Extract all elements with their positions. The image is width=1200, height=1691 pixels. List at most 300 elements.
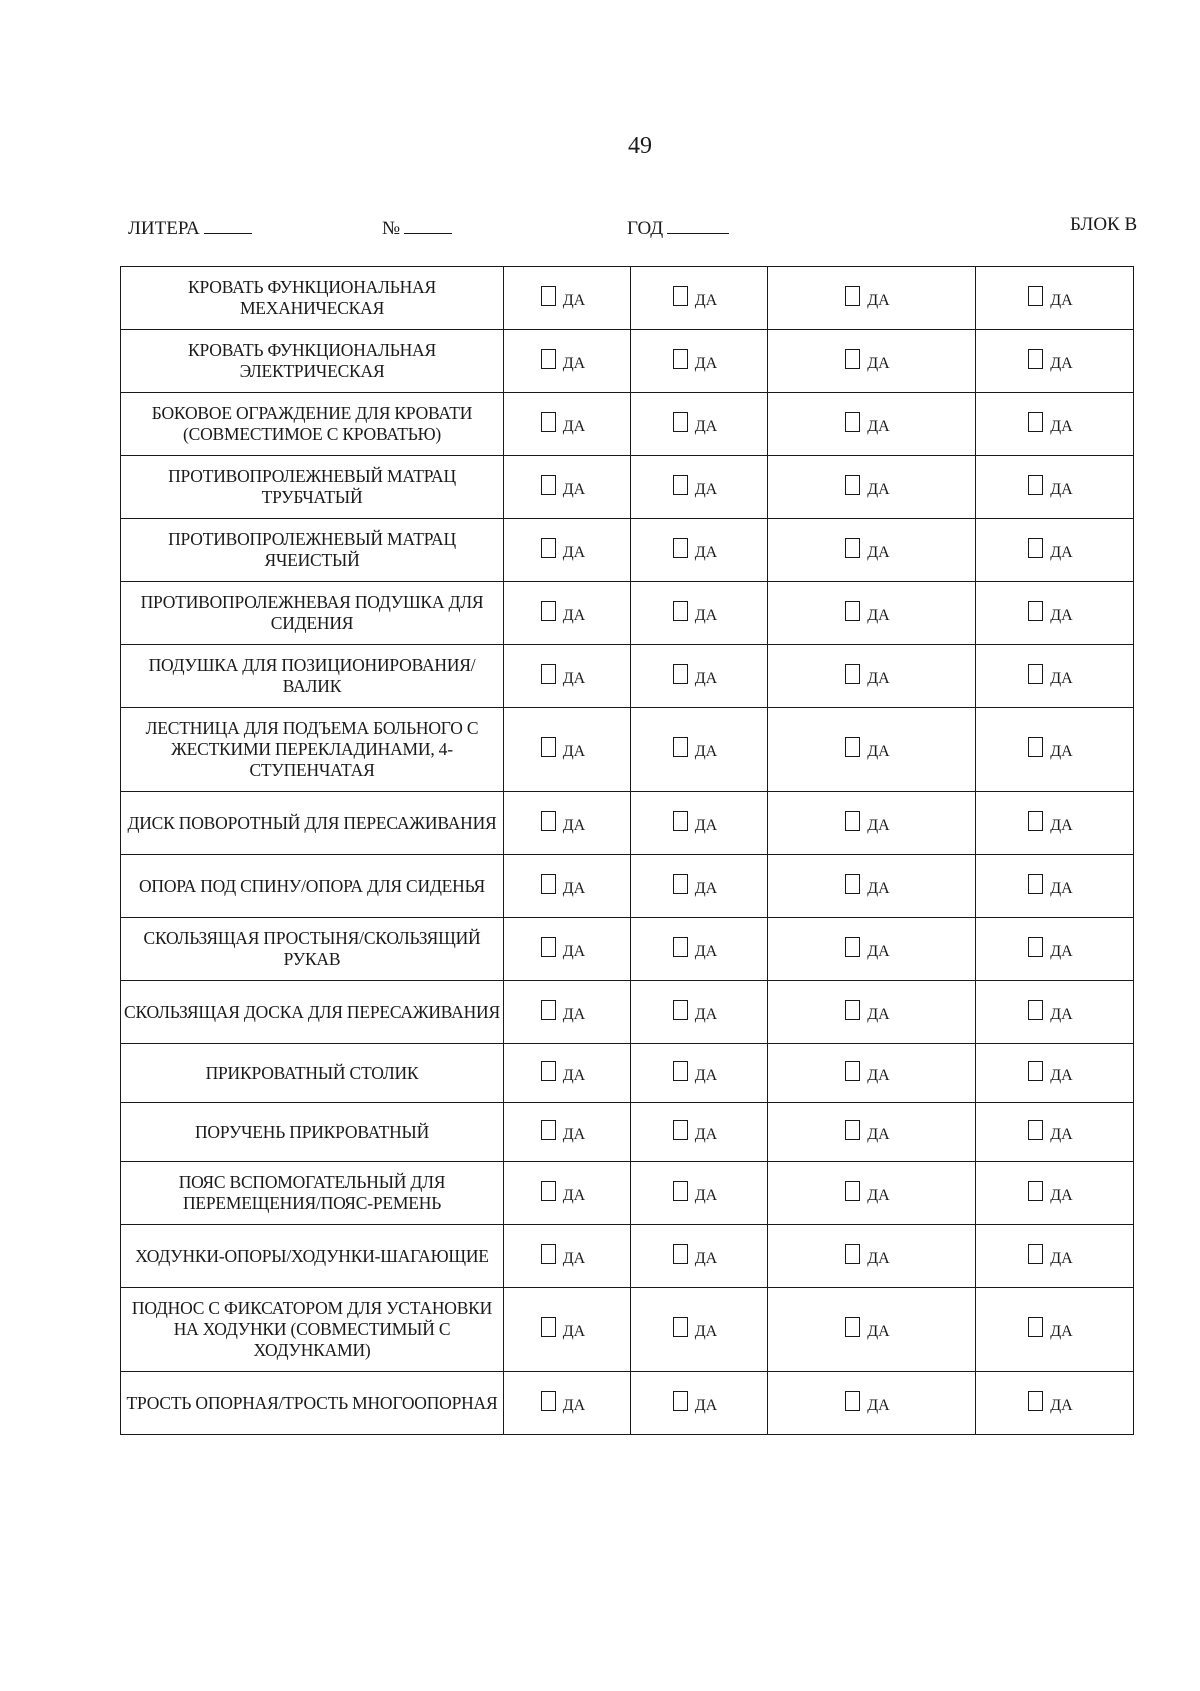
yes-checkbox[interactable] xyxy=(673,601,718,624)
table-row xyxy=(121,855,1134,918)
checkbox-icon[interactable] xyxy=(845,349,860,369)
checkbox-label: ДА xyxy=(1050,1125,1073,1143)
checkbox-label: ДА xyxy=(867,354,890,372)
check-cell xyxy=(976,267,1134,330)
number-label: № xyxy=(382,218,401,239)
checkbox-icon[interactable] xyxy=(845,811,860,831)
checkbox-icon[interactable] xyxy=(541,286,556,306)
checkbox-icon[interactable] xyxy=(1028,538,1043,558)
equipment-table xyxy=(120,266,1134,1435)
check-cell xyxy=(504,918,631,981)
check-cell xyxy=(976,1162,1134,1225)
yes-checkbox[interactable] xyxy=(845,811,890,834)
yes-checkbox[interactable] xyxy=(541,664,586,687)
yes-checkbox[interactable] xyxy=(845,874,890,897)
check-cell xyxy=(631,519,768,582)
yes-checkbox[interactable] xyxy=(673,1120,718,1143)
checkbox-label: ДА xyxy=(867,1249,890,1267)
yes-checkbox[interactable] xyxy=(541,286,586,309)
checkbox-label: ДА xyxy=(694,1186,718,1204)
item-label: СКОЛЬЗЯЩАЯ ПРОСТЫНЯ/СКОЛЬЗЯЩИЙ РУКАВ xyxy=(121,918,504,981)
checkbox-label: ДА xyxy=(694,1125,718,1143)
check-cell xyxy=(631,855,768,918)
checkbox-icon[interactable] xyxy=(673,286,688,306)
checkbox-label: ДА xyxy=(562,417,586,435)
item-label: ПОЯС ВСПОМОГАТЕЛЬНЫЙ ДЛЯ ПЕРЕМЕЩЕНИЯ/ПОЯС-РЕМЕНЬ xyxy=(121,1162,504,1225)
table-row xyxy=(121,1372,1134,1435)
check-cell xyxy=(768,792,976,855)
table-row xyxy=(121,918,1134,981)
checkbox-icon[interactable] xyxy=(673,601,688,621)
checkbox-icon[interactable] xyxy=(541,1000,556,1020)
checkbox-label: ДА xyxy=(1050,354,1073,372)
check-cell xyxy=(504,1162,631,1225)
yes-checkbox[interactable] xyxy=(1028,737,1073,760)
checkbox-icon[interactable] xyxy=(673,1000,688,1020)
checkbox-label: ДА xyxy=(562,1186,586,1204)
checkbox-icon[interactable] xyxy=(541,1061,556,1081)
yes-checkbox[interactable] xyxy=(541,412,586,435)
checkbox-icon[interactable] xyxy=(845,475,860,495)
checkbox-icon[interactable] xyxy=(541,1181,556,1201)
check-cell xyxy=(768,1372,976,1435)
yes-checkbox[interactable] xyxy=(845,1391,890,1414)
number-field xyxy=(382,214,452,240)
checkbox-icon[interactable] xyxy=(1028,811,1043,831)
table-row xyxy=(121,708,1134,792)
check-cell xyxy=(504,267,631,330)
checkbox-label: ДА xyxy=(867,942,890,960)
checkbox-label: ДА xyxy=(1050,417,1073,435)
yes-checkbox[interactable] xyxy=(1028,811,1073,834)
yes-checkbox[interactable] xyxy=(845,664,890,687)
checkbox-label: ДА xyxy=(694,1323,718,1340)
checkbox-icon[interactable] xyxy=(673,538,688,558)
yes-checkbox[interactable] xyxy=(845,1181,890,1204)
yes-checkbox[interactable] xyxy=(1028,412,1073,435)
check-cell xyxy=(631,582,768,645)
checkbox-icon[interactable] xyxy=(845,286,860,306)
check-cell xyxy=(768,981,976,1044)
checkbox-label: ДА xyxy=(562,480,586,498)
yes-checkbox[interactable] xyxy=(541,1000,586,1023)
check-cell xyxy=(631,645,768,708)
checkbox-label: ДА xyxy=(867,1186,890,1204)
table-row xyxy=(121,1044,1134,1103)
checkbox-label: ДА xyxy=(1050,1249,1073,1267)
check-cell xyxy=(504,1372,631,1435)
checkbox-label: ДА xyxy=(694,942,718,960)
equipment-table-body xyxy=(121,267,1134,1435)
checkbox-label: ДА xyxy=(562,816,586,834)
check-cell xyxy=(504,1288,631,1372)
yes-checkbox[interactable] xyxy=(541,811,586,834)
checkbox-label: ДА xyxy=(1050,1186,1073,1204)
item-label: КРОВАТЬ ФУНКЦИОНАЛЬНАЯ МЕХАНИЧЕСКАЯ xyxy=(121,267,504,330)
checkbox-label: ДА xyxy=(562,1396,586,1414)
yes-checkbox[interactable] xyxy=(673,737,718,760)
yes-checkbox[interactable] xyxy=(673,937,718,960)
check-cell xyxy=(976,792,1134,855)
check-cell xyxy=(976,519,1134,582)
checkbox-label: ДА xyxy=(1050,743,1073,760)
checkbox-icon[interactable] xyxy=(541,412,556,432)
checkbox-label: ДА xyxy=(867,417,890,435)
checkbox-label: ДА xyxy=(562,743,586,760)
yes-checkbox[interactable] xyxy=(1028,1244,1073,1267)
checkbox-label: ДА xyxy=(694,743,718,760)
yes-checkbox[interactable] xyxy=(673,874,718,897)
yes-checkbox[interactable] xyxy=(845,412,890,435)
checkbox-icon[interactable] xyxy=(673,1181,688,1201)
checkbox-label: ДА xyxy=(1050,669,1073,687)
yes-checkbox[interactable] xyxy=(673,1391,718,1414)
checkbox-label: ДА xyxy=(867,480,890,498)
checkbox-label: ДА xyxy=(562,942,586,960)
checkbox-label: ДА xyxy=(562,669,586,687)
yes-checkbox[interactable] xyxy=(1028,538,1073,561)
item-label: ХОДУНКИ-ОПОРЫ/ХОДУНКИ-ШАГАЮЩИЕ xyxy=(121,1225,504,1288)
checkbox-icon[interactable] xyxy=(845,1120,860,1140)
yes-checkbox[interactable] xyxy=(541,1061,586,1084)
check-cell xyxy=(631,1044,768,1103)
check-cell xyxy=(631,393,768,456)
checkbox-icon[interactable] xyxy=(845,1391,860,1411)
checkbox-icon[interactable] xyxy=(1028,1000,1043,1020)
item-label: КРОВАТЬ ФУНКЦИОНАЛЬНАЯ ЭЛЕКТРИЧЕСКАЯ xyxy=(121,330,504,393)
yes-checkbox[interactable] xyxy=(1028,664,1073,687)
yes-checkbox[interactable] xyxy=(845,538,890,561)
checkbox-label: ДА xyxy=(867,1125,890,1143)
check-cell xyxy=(504,456,631,519)
checkbox-icon[interactable] xyxy=(845,1061,860,1081)
checkbox-label: ДА xyxy=(867,669,890,687)
checkbox-icon[interactable] xyxy=(1028,349,1043,369)
checkbox-label: ДА xyxy=(1050,480,1073,498)
checkbox-icon[interactable] xyxy=(673,664,688,684)
yes-checkbox[interactable] xyxy=(673,664,718,687)
check-cell xyxy=(504,855,631,918)
check-cell xyxy=(768,855,976,918)
checkbox-icon[interactable] xyxy=(541,1120,556,1140)
yes-checkbox[interactable] xyxy=(541,737,586,760)
yes-checkbox[interactable] xyxy=(541,538,586,561)
yes-checkbox[interactable] xyxy=(1028,1391,1073,1414)
checkbox-icon[interactable] xyxy=(1028,286,1043,306)
item-label: ТРОСТЬ ОПОРНАЯ/ТРОСТЬ МНОГООПОРНАЯ xyxy=(121,1372,504,1435)
checkbox-icon[interactable] xyxy=(541,811,556,831)
table-row xyxy=(121,582,1134,645)
yes-checkbox[interactable] xyxy=(673,286,718,309)
yes-checkbox[interactable] xyxy=(673,412,718,435)
yes-checkbox[interactable] xyxy=(845,1244,890,1267)
yes-checkbox[interactable] xyxy=(1028,475,1073,498)
item-label: ПОДУШКА ДЛЯ ПОЗИЦИОНИРОВАНИЯ/ВАЛИК xyxy=(121,645,504,708)
checkbox-icon[interactable] xyxy=(673,811,688,831)
checkbox-label: ДА xyxy=(867,1066,890,1084)
checkbox-label: ДА xyxy=(694,291,718,309)
checkbox-label: ДА xyxy=(694,417,718,435)
check-cell xyxy=(504,393,631,456)
check-cell xyxy=(976,1225,1134,1288)
checkbox-icon[interactable] xyxy=(673,349,688,369)
yes-checkbox[interactable] xyxy=(541,475,586,498)
yes-checkbox[interactable] xyxy=(541,1120,586,1143)
yes-checkbox[interactable] xyxy=(845,1120,890,1143)
yes-checkbox[interactable] xyxy=(845,1061,890,1084)
checkbox-label: ДА xyxy=(1050,816,1073,834)
checkbox-icon[interactable] xyxy=(1028,664,1043,684)
checkbox-icon[interactable] xyxy=(845,1244,860,1264)
check-cell xyxy=(631,1372,768,1435)
table-row xyxy=(121,456,1134,519)
yes-checkbox[interactable] xyxy=(845,1317,890,1340)
yes-checkbox[interactable] xyxy=(1028,1317,1073,1340)
yes-checkbox[interactable] xyxy=(673,811,718,834)
checkbox-label: ДА xyxy=(562,1323,586,1340)
litera-label: ЛИТЕРА xyxy=(128,218,200,239)
check-cell xyxy=(631,1162,768,1225)
checkbox-icon[interactable] xyxy=(541,1391,556,1411)
check-cell xyxy=(504,645,631,708)
check-cell xyxy=(504,1044,631,1103)
checkbox-icon[interactable] xyxy=(1028,937,1043,957)
block-label: БЛОК В xyxy=(1070,214,1138,235)
yes-checkbox[interactable] xyxy=(541,1244,586,1267)
checkbox-icon[interactable] xyxy=(845,737,860,757)
check-cell xyxy=(976,855,1134,918)
checkbox-icon[interactable] xyxy=(541,1317,556,1337)
yes-checkbox[interactable] xyxy=(673,538,718,561)
check-cell xyxy=(631,1225,768,1288)
checkbox-icon[interactable] xyxy=(541,874,556,894)
yes-checkbox[interactable] xyxy=(1028,937,1073,960)
page-number: 49 xyxy=(628,133,652,159)
item-label: ПОРУЧЕНЬ ПРИКРОВАТНЫЙ xyxy=(121,1103,504,1162)
check-cell xyxy=(631,708,768,792)
checkbox-label: ДА xyxy=(694,1066,718,1084)
checkbox-icon[interactable] xyxy=(1028,1317,1043,1337)
check-cell xyxy=(976,1372,1134,1435)
checkbox-icon[interactable] xyxy=(673,874,688,894)
yes-checkbox[interactable] xyxy=(845,937,890,960)
checkbox-icon[interactable] xyxy=(1028,601,1043,621)
litera-input-line[interactable] xyxy=(204,214,252,234)
yes-checkbox[interactable] xyxy=(673,1181,718,1204)
check-cell xyxy=(504,582,631,645)
checkbox-icon[interactable] xyxy=(673,1317,688,1337)
checkbox-icon[interactable] xyxy=(541,475,556,495)
item-label: ДИСК ПОВОРОТНЫЙ ДЛЯ ПЕРЕСАЖИВАНИЯ xyxy=(121,792,504,855)
check-cell xyxy=(976,330,1134,393)
yes-checkbox[interactable] xyxy=(1028,601,1073,624)
yes-checkbox[interactable] xyxy=(673,349,718,372)
check-cell xyxy=(631,456,768,519)
check-cell xyxy=(976,1288,1134,1372)
checkbox-label: ДА xyxy=(1050,291,1073,309)
check-cell xyxy=(631,330,768,393)
yes-checkbox[interactable] xyxy=(541,601,586,624)
checkbox-icon[interactable] xyxy=(1028,412,1043,432)
checkbox-icon[interactable] xyxy=(541,664,556,684)
yes-checkbox[interactable] xyxy=(845,1000,890,1023)
yes-checkbox[interactable] xyxy=(1028,349,1073,372)
number-input-line[interactable] xyxy=(404,214,452,234)
check-cell xyxy=(768,1103,976,1162)
checkbox-icon[interactable] xyxy=(673,1244,688,1264)
checkbox-label: ДА xyxy=(867,743,890,760)
checkbox-label: ДА xyxy=(867,1005,890,1023)
checkbox-label: ДА xyxy=(562,1125,586,1143)
check-cell xyxy=(976,456,1134,519)
yes-checkbox[interactable] xyxy=(845,737,890,760)
checkbox-icon[interactable] xyxy=(541,601,556,621)
table-row xyxy=(121,1162,1134,1225)
check-cell xyxy=(504,1225,631,1288)
check-cell xyxy=(976,918,1134,981)
item-label: ПРОТИВОПРОЛЕЖНЕВАЯ ПОДУШКА ДЛЯ СИДЕНИЯ xyxy=(121,582,504,645)
yes-checkbox[interactable] xyxy=(845,286,890,309)
checkbox-label: ДА xyxy=(694,354,718,372)
check-cell xyxy=(768,456,976,519)
check-cell xyxy=(976,981,1134,1044)
checkbox-label: ДА xyxy=(867,1396,890,1414)
check-cell xyxy=(976,708,1134,792)
checkbox-label: ДА xyxy=(867,816,890,834)
yes-checkbox[interactable] xyxy=(673,1317,718,1340)
item-label: СКОЛЬЗЯЩАЯ ДОСКА ДЛЯ ПЕРЕСАЖИВАНИЯ xyxy=(121,981,504,1044)
checkbox-icon[interactable] xyxy=(673,475,688,495)
check-cell xyxy=(631,981,768,1044)
check-cell xyxy=(768,519,976,582)
checkbox-icon[interactable] xyxy=(845,538,860,558)
checkbox-label: ДА xyxy=(562,606,586,624)
checkbox-icon[interactable] xyxy=(845,1317,860,1337)
checkbox-icon[interactable] xyxy=(541,1244,556,1264)
checkbox-icon[interactable] xyxy=(541,349,556,369)
yes-checkbox[interactable] xyxy=(845,475,890,498)
checkbox-icon[interactable] xyxy=(1028,874,1043,894)
checkbox-icon[interactable] xyxy=(1028,475,1043,495)
checkbox-icon[interactable] xyxy=(1028,1181,1043,1201)
check-cell xyxy=(504,708,631,792)
yes-checkbox[interactable] xyxy=(673,1000,718,1023)
year-field xyxy=(627,214,729,240)
checkbox-icon[interactable] xyxy=(541,737,556,757)
checkbox-label: ДА xyxy=(867,291,890,309)
yes-checkbox[interactable] xyxy=(1028,874,1073,897)
checkbox-icon[interactable] xyxy=(845,664,860,684)
checkbox-label: ДА xyxy=(694,1005,718,1023)
yes-checkbox[interactable] xyxy=(541,1391,586,1414)
check-cell xyxy=(631,918,768,981)
checkbox-icon[interactable] xyxy=(673,412,688,432)
checkbox-label: ДА xyxy=(867,543,890,561)
yes-checkbox[interactable] xyxy=(845,349,890,372)
checkbox-icon[interactable] xyxy=(845,1181,860,1201)
checkbox-label: ДА xyxy=(1050,1396,1073,1414)
yes-checkbox[interactable] xyxy=(541,937,586,960)
table-row xyxy=(121,1225,1134,1288)
checkbox-icon[interactable] xyxy=(541,538,556,558)
yes-checkbox[interactable] xyxy=(541,874,586,897)
checkbox-icon[interactable] xyxy=(845,1000,860,1020)
checkbox-icon[interactable] xyxy=(1028,737,1043,757)
item-label: БОКОВОЕ ОГРАЖДЕНИЕ ДЛЯ КРОВАТИ (СОВМЕСТИМОЕ С КРОВАТЬЮ) xyxy=(121,393,504,456)
item-label: ЛЕСТНИЦА ДЛЯ ПОДЪЕМА БОЛЬНОГО С ЖЕСТКИМИ ПЕРЕКЛАДИНАМИ, 4-СТУПЕНЧАТАЯ xyxy=(121,708,504,792)
checkbox-label: ДА xyxy=(1050,1066,1073,1084)
checkbox-icon[interactable] xyxy=(1028,1120,1043,1140)
year-input-line[interactable] xyxy=(667,214,729,234)
yes-checkbox[interactable] xyxy=(541,349,586,372)
yes-checkbox[interactable] xyxy=(1028,1120,1073,1143)
yes-checkbox[interactable] xyxy=(1028,1000,1073,1023)
checkbox-label: ДА xyxy=(694,543,718,561)
checkbox-label: ДА xyxy=(562,1005,586,1023)
checkbox-icon[interactable] xyxy=(673,1391,688,1411)
checkbox-label: ДА xyxy=(867,879,890,897)
check-cell xyxy=(768,267,976,330)
check-cell xyxy=(768,582,976,645)
table-row xyxy=(121,981,1134,1044)
checkbox-icon[interactable] xyxy=(845,412,860,432)
checkbox-icon[interactable] xyxy=(845,874,860,894)
yes-checkbox[interactable] xyxy=(1028,1061,1073,1084)
yes-checkbox[interactable] xyxy=(541,1181,586,1204)
checkbox-label: ДА xyxy=(694,480,718,498)
check-cell xyxy=(504,981,631,1044)
checkbox-label: ДА xyxy=(694,1396,718,1414)
checkbox-icon[interactable] xyxy=(1028,1244,1043,1264)
check-cell xyxy=(504,330,631,393)
yes-checkbox[interactable] xyxy=(1028,1181,1073,1204)
table-row xyxy=(121,1288,1134,1372)
check-cell xyxy=(976,393,1134,456)
checkbox-icon[interactable] xyxy=(673,737,688,757)
yes-checkbox[interactable] xyxy=(845,601,890,624)
check-cell xyxy=(768,918,976,981)
yes-checkbox[interactable] xyxy=(673,475,718,498)
yes-checkbox[interactable] xyxy=(673,1244,718,1267)
yes-checkbox[interactable] xyxy=(673,1061,718,1084)
checkbox-icon[interactable] xyxy=(845,601,860,621)
checkbox-icon[interactable] xyxy=(1028,1391,1043,1411)
yes-checkbox[interactable] xyxy=(541,1317,586,1340)
year-label: ГОД xyxy=(627,218,664,239)
check-cell xyxy=(768,708,976,792)
checkbox-label: ДА xyxy=(867,606,890,624)
checkbox-label: ДА xyxy=(694,1249,718,1267)
checkbox-icon[interactable] xyxy=(541,937,556,957)
check-cell xyxy=(976,1103,1134,1162)
checkbox-label: ДА xyxy=(694,879,718,897)
checkbox-label: ДА xyxy=(1050,606,1073,624)
checkbox-icon[interactable] xyxy=(673,937,688,957)
checkbox-label: ДА xyxy=(562,1066,586,1084)
checkbox-label: ДА xyxy=(1050,1005,1073,1023)
checkbox-icon[interactable] xyxy=(845,937,860,957)
check-cell xyxy=(504,519,631,582)
table-row xyxy=(121,393,1134,456)
checkbox-icon[interactable] xyxy=(673,1061,688,1081)
checkbox-icon[interactable] xyxy=(673,1120,688,1140)
checkbox-label: ДА xyxy=(562,1249,586,1267)
yes-checkbox[interactable] xyxy=(1028,286,1073,309)
checkbox-label: ДА xyxy=(867,1323,890,1340)
checkbox-icon[interactable] xyxy=(1028,1061,1043,1081)
checkbox-label: ДА xyxy=(1050,1323,1073,1340)
table-row xyxy=(121,519,1134,582)
